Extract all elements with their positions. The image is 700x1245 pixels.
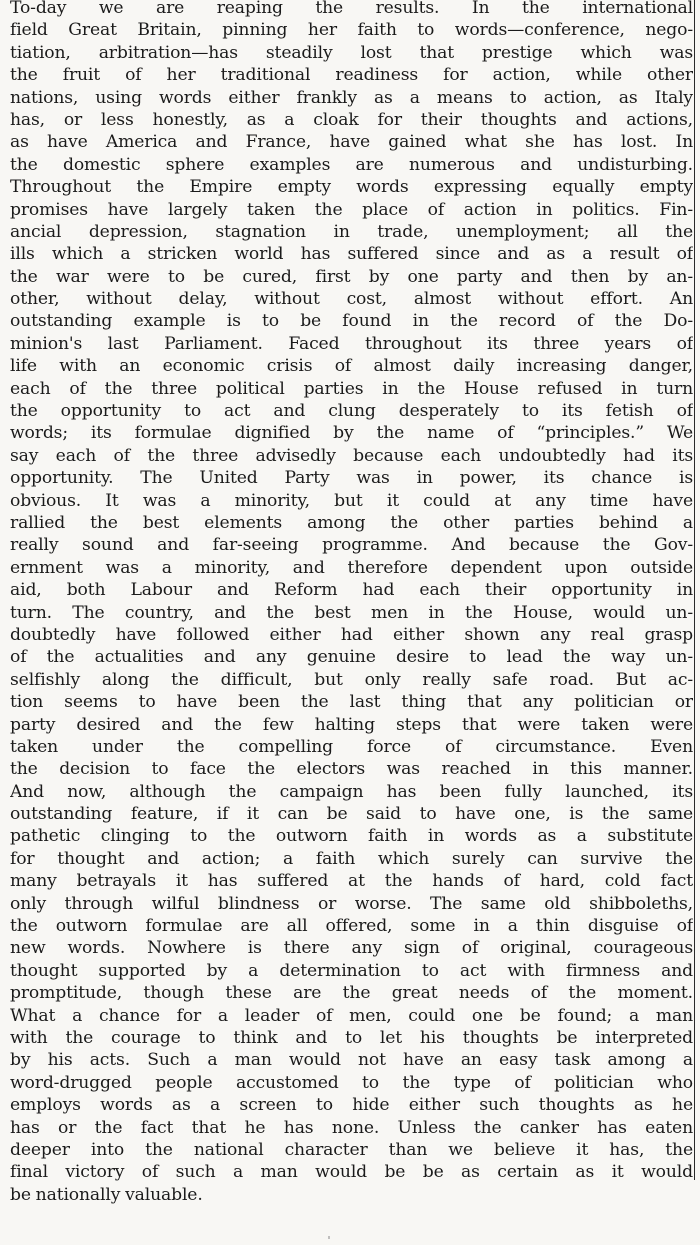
text-line: doubtedly have followed either had either shown any real grasp <box>10 624 693 645</box>
text-line: outstanding feature, if it can be said to have one, is the same <box>10 804 693 825</box>
text-line: for thought and action; a faith which surely can survive the <box>10 848 693 869</box>
text-line: employs words as a screen to hide either such thoughts as he <box>10 1095 693 1116</box>
text-line: only through wilful blindness or worse. The same old shibboleths, <box>10 893 693 914</box>
text-line: And now, although the campaign has been fully launched, its <box>10 781 693 802</box>
text-line: promises have largely taken the place of action in politics. Fin- <box>10 199 693 220</box>
text-line: nations, using words either frankly as a means to action, as Italy <box>10 87 693 108</box>
text-line: say each of the three advisedly because each undoubtedly had its <box>10 445 693 466</box>
text-line: Throughout the Empire empty words expressing equally empty <box>10 177 693 198</box>
text-line: selfishly along the difficult, but only really safe road. But ac- <box>10 669 693 690</box>
text-line: party desired and the few halting steps that were taken were <box>10 714 693 735</box>
text-line: the fruit of her traditional readiness for action, while other <box>10 65 693 86</box>
text-line: by his acts. Such a man would not have an easy task among a <box>10 1050 693 1071</box>
text-line: as have America and France, have gained what she has lost. In <box>10 132 693 153</box>
text-line: taken under the compelling force of circumstance. Even <box>10 736 693 757</box>
text-line: minion's last Parliament. Faced throughout its three years of <box>10 333 693 354</box>
text-line: ancial depression, stagnation in trade, unemployment; all the <box>10 221 693 242</box>
text-line: outstanding example is to be found in the record of the Do- <box>10 311 693 332</box>
text-line: ernment was a minority, and therefore dependent upon outside <box>10 557 693 578</box>
text-line: many betrayals it has suffered at the hands of hard, cold fact <box>10 871 693 892</box>
text-line: What a chance for a leader of men, could one be found; a man <box>10 1005 693 1026</box>
text-line: field Great Britain, pinning her faith to words—conference, nego- <box>10 20 693 41</box>
text-line: has, or less honestly, as a cloak for their thoughts and actions, <box>10 109 693 130</box>
text-line: words; its formulae dignified by the name of “principles.” We <box>10 423 693 444</box>
text-line: word-drugged people accustomed to the type of politician who <box>10 1072 693 1093</box>
text-line: obvious. It was a minority, but it could at any time have <box>10 490 693 511</box>
text-line: new words. Nowhere is there any sign of original, courageous <box>10 938 693 959</box>
text-line: the decision to face the electors was reached in this manner. <box>10 759 693 780</box>
text-line: the outworn formulae are all offered, some in a thin disguise of <box>10 916 693 937</box>
text-line: the opportunity to act and clung desperately to its fetish of <box>10 401 693 422</box>
text-line-final: be nationally valuable. <box>10 1184 203 1205</box>
text-line: has or the fact that he has none. Unless the canker has eaten <box>10 1117 693 1138</box>
text-line: tiation, arbitration—has steadily lost that prestige which was <box>10 42 693 63</box>
text-line: opportunity. The United Party was in power, its chance is <box>10 468 693 489</box>
text-line: ills which a stricken world has suffered since and as a result of <box>10 244 693 265</box>
text-line: each of the three political parties in the House refused in turn <box>10 378 693 399</box>
text-line: turn. The country, and the best men in the House, would un- <box>10 602 693 623</box>
text-line: deeper into the national character than we believe it has, the <box>10 1139 693 1160</box>
text-line: with the courage to think and to let his thoughts be interpreted <box>10 1027 693 1048</box>
text-line: pathetic clinging to the outworn faith in words as a substitute <box>10 826 693 847</box>
text-line: final victory of such a man would be be as certain as it would <box>10 1162 693 1183</box>
text-line: really sound and far-seeing programme. And because the Gov- <box>10 535 693 556</box>
column-rule <box>694 0 695 1180</box>
text-line: the war were to be cured, first by one party and then by an- <box>10 266 693 287</box>
text-line: thought supported by a determination to act with firmness and <box>10 960 693 981</box>
text-line: the domestic sphere examples are numerous and undisturbing. <box>10 154 693 175</box>
text-line: To-day we are reaping the results. In the international <box>10 0 693 18</box>
text-line: of the actualities and any genuine desire to lead the way un- <box>10 647 693 668</box>
article-body <box>10 0 693 1206</box>
text-line: life with an economic crisis of almost daily increasing danger, <box>10 356 693 377</box>
text-line: tion seems to have been the last thing that any politician or <box>10 692 693 713</box>
print-speck <box>328 1236 330 1239</box>
text-line: aid, both Labour and Reform had each their opportunity in <box>10 580 693 601</box>
text-line: promptitude, though these are the great needs of the moment. <box>10 983 693 1004</box>
text-line: rallied the best elements among the other parties behind a <box>10 512 693 533</box>
text-line: other, without delay, without cost, almost without effort. An <box>10 289 693 310</box>
